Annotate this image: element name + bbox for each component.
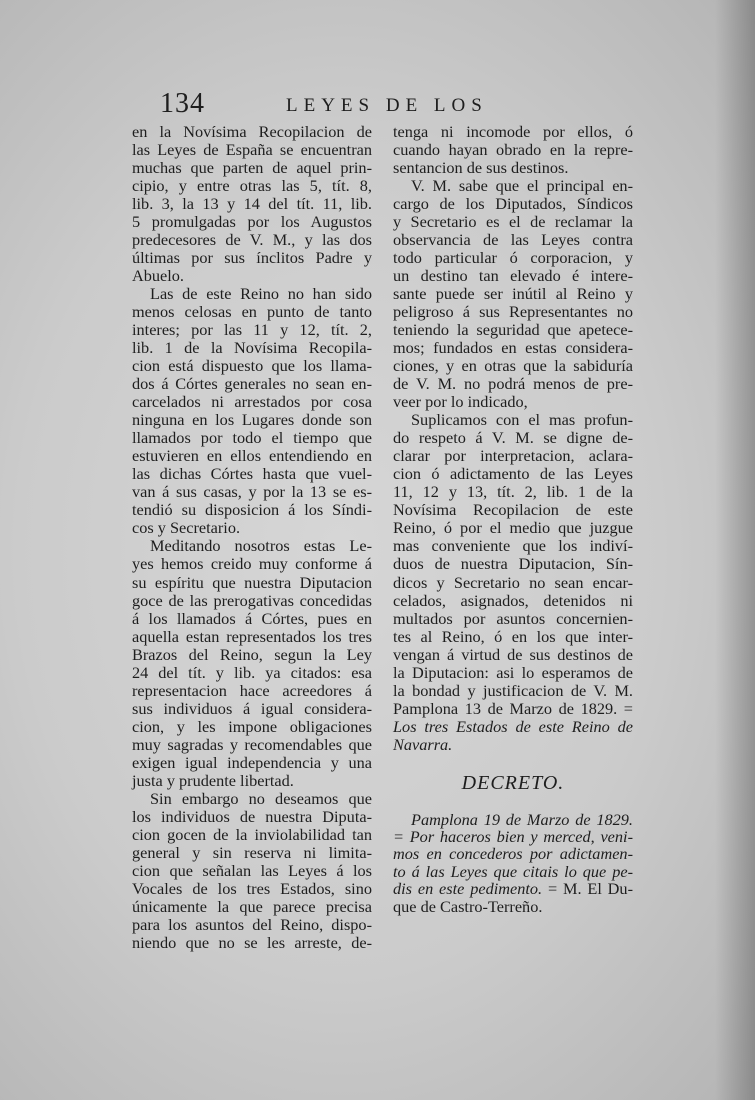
- text-line: interes; por las 11 y 12, tít. 2,: [132, 320, 372, 340]
- text-line: ciones, y en otras que la sabiduría: [393, 356, 633, 376]
- text-line: muchas que parten de aquel prin-: [132, 158, 372, 178]
- text-line: las Leyes de España se encuentran: [132, 140, 372, 160]
- text-line: Las de este Reino no han sido: [150, 284, 372, 304]
- text-line: Suplicamos con el mas profun-: [411, 410, 633, 430]
- text-line: aquella estan representados los tres: [132, 626, 372, 646]
- page-shadow: [715, 0, 755, 1100]
- text-line: cargo de los Diputados, Síndicos: [393, 194, 633, 214]
- text-line: dos á Córtes generales no sean en-: [132, 374, 372, 394]
- decree-line: mos en concederos por adictamen-: [393, 844, 633, 863]
- text-line: sante puede ser inútil al Reino y: [393, 284, 633, 304]
- text-line: observancia de las Leyes contra: [393, 230, 633, 250]
- text-line: Navarra.: [393, 734, 453, 754]
- text-line: do respeto á V. M. se digne de-: [393, 428, 633, 448]
- text-line: cipio, y entre otras las 5, tít. 8,: [132, 176, 372, 196]
- text-line: llamados por todo el tiempo que: [132, 428, 372, 448]
- decree-signature: que de Castro-Terreño.: [393, 897, 543, 916]
- text-line: cion que señalan las Leyes á los: [132, 860, 372, 880]
- text-line: 24 del tít. y lib. ya citados: esa: [132, 662, 372, 682]
- text-line: Brazos del Reino, segun la Ley: [132, 644, 372, 664]
- text-line: tendió su disposicion á los Síndi-: [132, 500, 372, 520]
- text-line: 11, 12 y 13, tít. 2, lib. 1 de la: [393, 482, 633, 502]
- text-line: predecesores de V. M., y las dos: [132, 230, 372, 250]
- text-line: de V. M. no podrá menos de pre-: [393, 374, 633, 394]
- decree-date: Pamplona 19 de Marzo de 1829.: [411, 810, 633, 829]
- text-line: clarar por interpretacion, aclara-: [393, 446, 633, 466]
- decree-line-italic: dis en este pedimento.: [393, 879, 543, 898]
- decree-line: [393, 880, 633, 898]
- text-line: todo particular ó corporacion, y: [393, 248, 633, 268]
- text-line: duos de nuestra Diputacion, Sín-: [393, 554, 633, 574]
- text-line: representacion hace acreedores á: [132, 680, 372, 700]
- text-line: cos y Secretario.: [132, 518, 241, 538]
- running-head: LEYES DE LOS: [286, 95, 488, 116]
- text-line: á los llamados á Córtes, pues en: [132, 608, 372, 628]
- text-line: vengan á virtud de sus destinos de: [393, 644, 633, 664]
- text-line: Pamplona 13 de Marzo de 1829. =: [393, 698, 633, 718]
- text-line: los individuos de nuestra Diputa-: [132, 806, 372, 826]
- text-line: muy sagradas y recomendables que: [132, 734, 372, 754]
- text-line: para los asuntos del Reino, dispo-: [132, 914, 372, 934]
- text-line: van á sus casas, y por la 13 se es-: [132, 482, 372, 502]
- text-line: goce de las prerogativas concedidas: [132, 590, 372, 610]
- text-line: lib. 1 de la Novísima Recopila-: [132, 338, 372, 358]
- text-line: Meditando nosotros estas Le-: [150, 536, 372, 556]
- text-line: en la Novísima Recopilacion de: [132, 122, 372, 141]
- decree-title: DECRETO.: [461, 772, 565, 794]
- text-line: general y sin reserva ni limita-: [132, 842, 372, 862]
- text-line: tes al Reino, ó en los que inter-: [393, 626, 633, 646]
- text-line: niendo que no se les arreste, de-: [132, 932, 372, 952]
- text-line: cuando hayan obrado en la repre-: [393, 140, 633, 160]
- text-line: multados por asuntos concernien-: [393, 608, 633, 628]
- page-number: 134: [160, 88, 205, 119]
- text-line: dicos y Secretario no sean encar-: [393, 572, 633, 592]
- text-line: estuvieren en ellos entendiendo en: [132, 446, 372, 466]
- text-line: ninguna en los Lugares donde son: [132, 410, 372, 430]
- text-line: las dichas Córtes hasta que vuel-: [132, 464, 372, 484]
- text-line: Reino, ó por el medio que juzgue: [393, 518, 633, 538]
- text-line: y Secretario es el de reclamar la: [393, 212, 633, 232]
- decree-line: to á las Leyes que citais lo que pe-: [393, 862, 633, 881]
- text-line: Novísima Recopilacion de este: [393, 500, 633, 520]
- text-line: V. M. sabe que el principal en-: [411, 176, 633, 196]
- text-line: 5 promulgadas por los Augustos: [132, 212, 372, 232]
- text-line: tenga ni incomode por ellos, ó: [393, 122, 633, 141]
- text-line: sus individuos á igual considera-: [132, 698, 372, 718]
- text-line: mas conveniente que los indiví-: [393, 536, 633, 556]
- text-line: justa y prudente libertad.: [132, 770, 294, 790]
- decree-signature-start: = M. El Du-: [547, 879, 633, 898]
- text-line: últimas por sus ínclitos Padre y: [132, 248, 372, 268]
- text-line: cion ó adictamento de las Leyes: [393, 464, 633, 484]
- text-line: la Diputacion: asi lo esperamos de: [393, 662, 633, 682]
- text-line: teniendo la seguridad que apetece-: [393, 320, 633, 340]
- text-line: Los tres Estados de este Reino de: [393, 716, 633, 736]
- text-line: carcelados ni arrestados por cosa: [132, 392, 372, 412]
- text-line: la bondad y justificacion de V. M.: [393, 680, 633, 700]
- text-line: únicamente la que parece precisa: [132, 896, 372, 916]
- text-line: cion gocen de la inviolabilidad tan: [132, 824, 372, 844]
- text-line: mos; fundados en estas considera-: [393, 338, 633, 358]
- text-line: Vocales de los tres Estados, sino: [132, 878, 372, 898]
- text-line: exigen igual independencia y una: [132, 752, 372, 772]
- decree-line: = Por haceros bien y merced, veni-: [393, 827, 633, 846]
- text-line: cion, y les impone obligaciones: [132, 716, 372, 736]
- text-line: su espíritu que nuestra Diputacion: [132, 572, 372, 592]
- text-line: menos celosas en punto de tanto: [132, 302, 372, 322]
- text-line: peligroso á sus Representantes no: [393, 302, 633, 322]
- text-line: sentancion de sus destinos.: [393, 158, 569, 178]
- text-line: un destino tan elevado é intere-: [393, 266, 633, 286]
- text-line: cion está dispuesto que los llama-: [132, 356, 372, 376]
- text-line: Sin embargo no deseamos que: [150, 788, 372, 808]
- text-line: lib. 3, la 13 y 14 del tít. 11, lib.: [132, 194, 372, 214]
- text-line: Abuelo.: [132, 266, 184, 286]
- text-line: veer por lo indicado,: [393, 392, 528, 412]
- text-line: yes hemos creido muy conforme á: [132, 554, 372, 574]
- text-line: celados, asignados, detenidos ni: [393, 590, 633, 610]
